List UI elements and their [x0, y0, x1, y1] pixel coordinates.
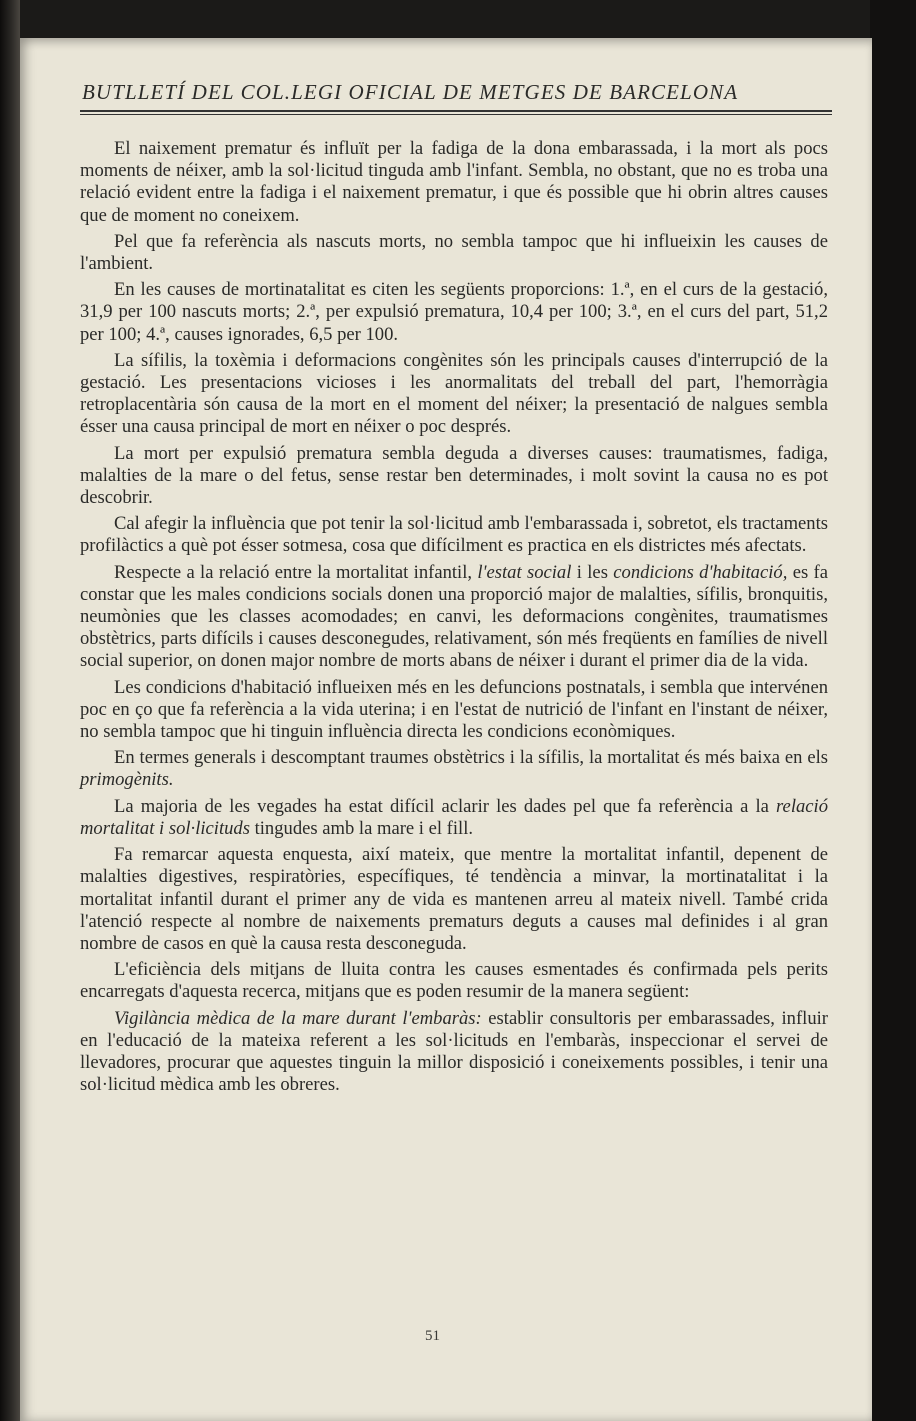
page-number: 51	[425, 1328, 440, 1344]
paragraph	[80, 747, 828, 791]
italic-text-run: relació mortalitat i sol·licituds	[80, 795, 828, 839]
paragraph	[80, 513, 828, 557]
text-run: En termes generals i descomptant traumes obstètrics i la sífilis, la mortalitat és més baixa en els	[114, 747, 828, 769]
italic-text-run: Vigilància mèdica de la mare durant l'embaràs:	[114, 1007, 482, 1029]
text-run: tingudes amb la mare i el fill.	[249, 817, 474, 839]
paragraph	[80, 844, 828, 955]
header-rule-thick	[80, 110, 832, 112]
text-run: En les causes de mortinatalitat es citen les següents proporcions: 1.ª, en el curs de la gestació, 31,9 per 100 nascuts morts; 2.ª, per expulsió prematura, 10,4 per 100; 3.ª, en el curs del part, 51,2 per 100; 4.ª, causes ignorades, 6,5 per 100.	[80, 279, 828, 345]
text-run: El naixement prematur és influït per la fadiga de la dona embarassada, i la mort als pocs moments de néixer, amb la sol·licitud tinguda amb l'infant. Sembla, no obstant, que no es troba una relació evident entre la fadiga i el naixement prematur, i que és possible que hi obrin altres causes que de moment no coneixem.	[80, 138, 828, 226]
text-run: La sífilis, la toxèmia i deformacions congènites són les principals causes d'interrupció de la gestació. Les presentacions vicioses i les anormalitats del treball del part, l'hemorràgia retroplacentària són causa de la mort en el moment del néixer; la presentació de nalgues sembla ésser una causa principal de mort en néixer o poc després.	[80, 349, 828, 438]
header-rule-thin	[80, 114, 832, 115]
text-run: Respecte a la relació entre la mortalitat infantil,	[114, 561, 478, 583]
text-run: Les condicions d'habitació influeixen més en les defuncions postnatals, i sembla que intervénen poc en ço que fa referència a la vida uterina; i en l'estat de nutrició de l'infant en l'instant de néixer, no sembla tampoc que hi tinguin influència directa les condicions econòmiques.	[80, 676, 828, 743]
paragraph	[80, 677, 828, 744]
paragraph	[80, 279, 828, 346]
journal-page	[20, 38, 872, 1421]
paragraph	[80, 443, 828, 510]
running-header: BUTLLETÍ DEL COL.LEGI OFICIAL DE METGES DE BARCELONA	[82, 80, 739, 104]
paragraph	[80, 350, 828, 439]
italic-text-run: primogènits.	[80, 769, 174, 791]
paragraph	[80, 1008, 828, 1097]
scan-edge-left	[0, 0, 20, 1421]
paragraph	[80, 231, 828, 275]
paragraph	[80, 562, 828, 673]
italic-text-run: condicions d'habitació,	[613, 561, 788, 583]
text-run: L'eficiència dels mitjans de lluita contra les causes esmentades és confirmada pels perits encarregats d'aquesta recerca, mitjans que es poden resumir de la manera següent:	[80, 959, 828, 1003]
text-run: Fa remarcar aquesta enquesta, així mateix, que mentre la mortalitat infantil, depenent de malalties digestives, respiratòries, específiques, té tendència a minvar, la mortinatalitat i la mortalitat infantil durant el primer any de vida es mantenen arreu al mateix nivell. També crida l'atenció respecte al nombre de naixements prematurs deguts a causes mal definides i al gran nombre de casos en què la causa resta desconeguda.	[80, 844, 828, 954]
text-run: La mort per expulsió prematura sembla deguda a diverses causes: traumatismes, fadiga, malalties de la mare o del fetus, sense restar ben determinades, i molt sovint la causa no es pot descobrir.	[80, 442, 828, 509]
paragraph	[80, 796, 828, 840]
text-run: Cal afegir la influència que pot tenir la sol·licitud amb l'embarassada i, sobretot, els tractaments profilàctics a què pot ésser sotmesa, cosa que difícilment es practica en els districtes més afectats.	[80, 513, 828, 557]
paragraph	[80, 138, 828, 227]
text-run: es fa constar que les males condicions socials donen una proporció major de malalties, sífilis, bronquitis, neumònies que les classes acomodades; en canvi, les deformacions congènites, traumatismes obstètrics, parts difícils i causes desconegudes, relativament, són més freqüents en famílies de nivell social superior, on donen major nombre de morts abans de néixer i durant el primer dia de la vida.	[80, 561, 828, 672]
text-run: i les	[571, 561, 614, 583]
text-run: La majoria de les vegades ha estat difícil aclarir les dades pel que fa referència a la	[114, 795, 777, 817]
article-body	[80, 138, 828, 1100]
text-run: Pel que fa referència als nascuts morts, no sembla tampoc que hi influeixin les causes de l'ambient.	[80, 230, 828, 275]
scan-edge-right	[870, 0, 916, 1421]
text-run: establir consultoris per embarassades, influir en l'educació de la mateixa referent a les sol·licituds en l'embaràs, inspeccionar el servei de llevadores, procurar que aquestes tinguin la millor disposició i coneixements possibles, i tenir una sol·licitud mèdica amb les obreres.	[80, 1007, 828, 1096]
paragraph	[80, 959, 828, 1003]
italic-text-run: l'estat social	[477, 561, 572, 583]
